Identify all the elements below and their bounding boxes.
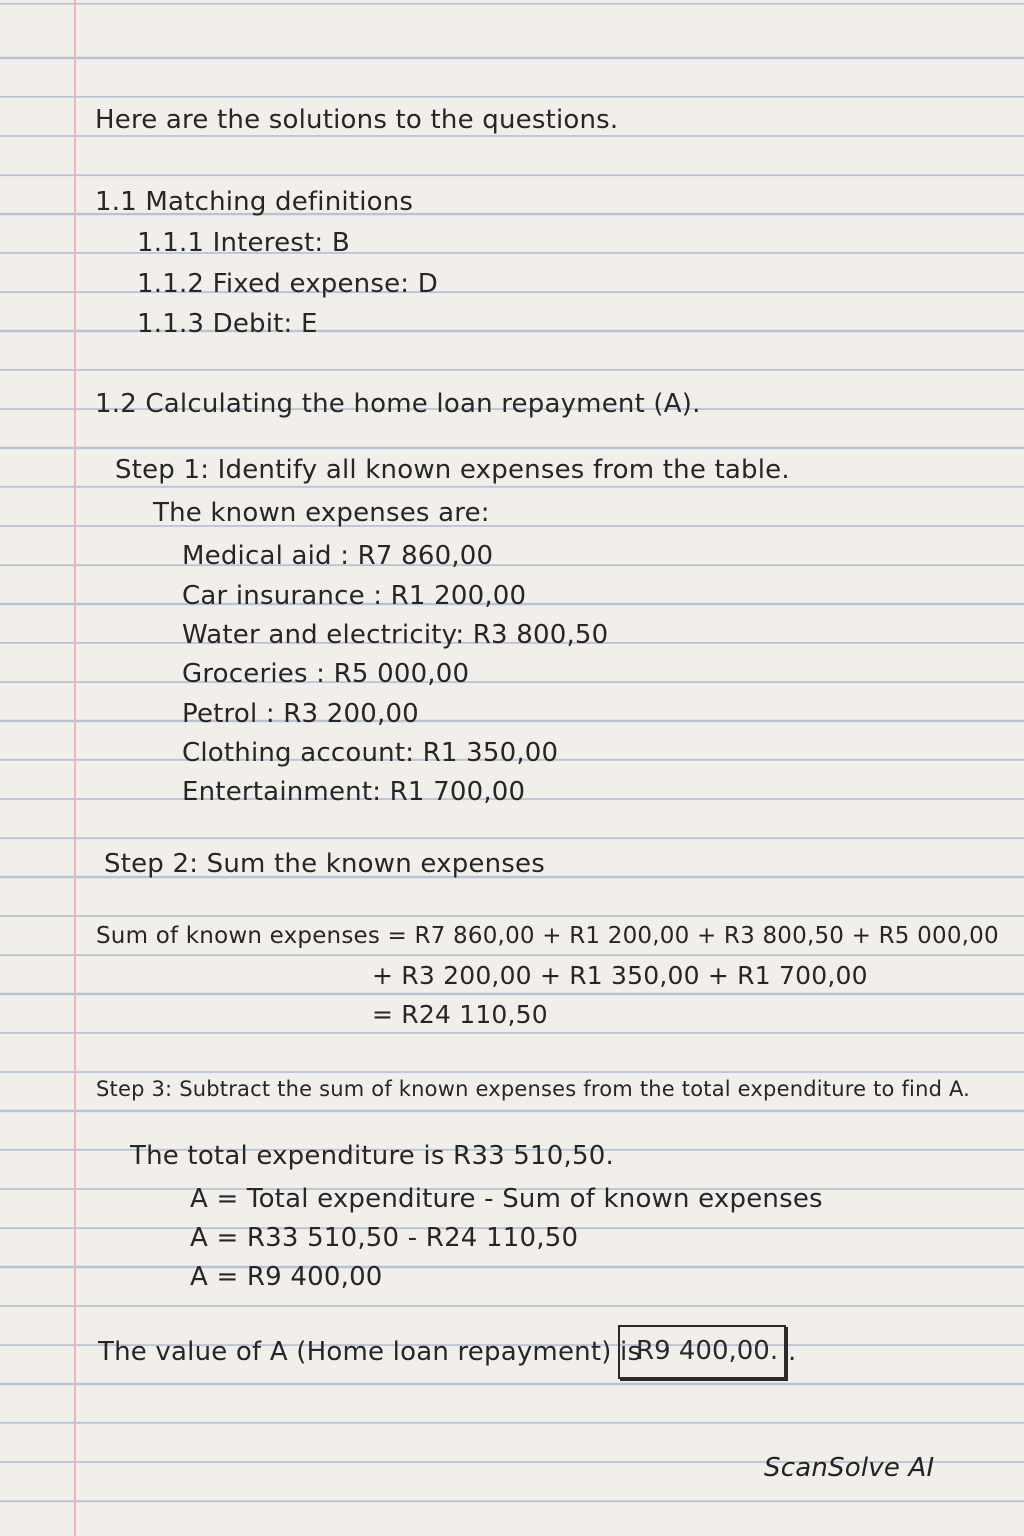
answer-value: R9 400,00.: [636, 1336, 779, 1366]
intro-text: Here are the solutions to the questions.: [95, 105, 619, 135]
step-1-title: Step 1: Identify all known expenses from the table.: [115, 455, 790, 485]
expense-item: Petrol : R3 200,00: [182, 699, 419, 729]
expense-item: Clothing account: R1 350,00: [182, 738, 559, 768]
expense-item: Groceries : R5 000,00: [182, 659, 470, 689]
expense-item: Water and electricity: R3 800,50: [182, 620, 609, 650]
question-1-heading: 1.1 Matching definitions: [95, 187, 414, 217]
formula-line-1: A = Total expenditure - Sum of known expenses: [190, 1184, 823, 1214]
question-2-heading: 1.2 Calculating the home loan repayment (A).: [95, 389, 701, 419]
formula-result: A = R9 400,00: [190, 1262, 383, 1292]
conclusion-text: The value of A (Home loan repayment) is: [98, 1337, 642, 1367]
answer-1-1-3: 1.1.3 Debit: E: [137, 309, 318, 339]
conclusion-period: .: [788, 1337, 797, 1367]
margin-line: [74, 0, 76, 1536]
sum-equation-line-1: Sum of known expenses = R7 860,00 + R1 200,00 + R3 800,50 + R5 000,00: [96, 923, 999, 949]
total-expenditure: The total expenditure is R33 510,50.: [130, 1141, 614, 1171]
formula-line-2: A = R33 510,50 - R24 110,50: [190, 1223, 579, 1253]
answer-1-1-1: 1.1.1 Interest: B: [137, 228, 350, 258]
expense-item: Medical aid : R7 860,00: [182, 541, 494, 571]
expense-item: Car insurance : R1 200,00: [182, 581, 527, 611]
signature: ScanSolve AI: [764, 1453, 935, 1483]
sum-equation-line-2: + R3 200,00 + R1 350,00 + R1 700,00: [372, 961, 868, 990]
expense-item: Entertainment: R1 700,00: [182, 777, 526, 807]
step-1-subtitle: The known expenses are:: [153, 498, 490, 528]
answer-1-1-2: 1.1.2 Fixed expense: D: [137, 269, 438, 299]
sum-equation-result: = R24 110,50: [372, 1000, 548, 1029]
answer-box: [618, 1325, 786, 1379]
step-2-title: Step 2: Sum the known expenses: [104, 849, 545, 879]
step-3-title: Step 3: Subtract the sum of known expenses from the total expenditure to find A.: [96, 1077, 971, 1101]
